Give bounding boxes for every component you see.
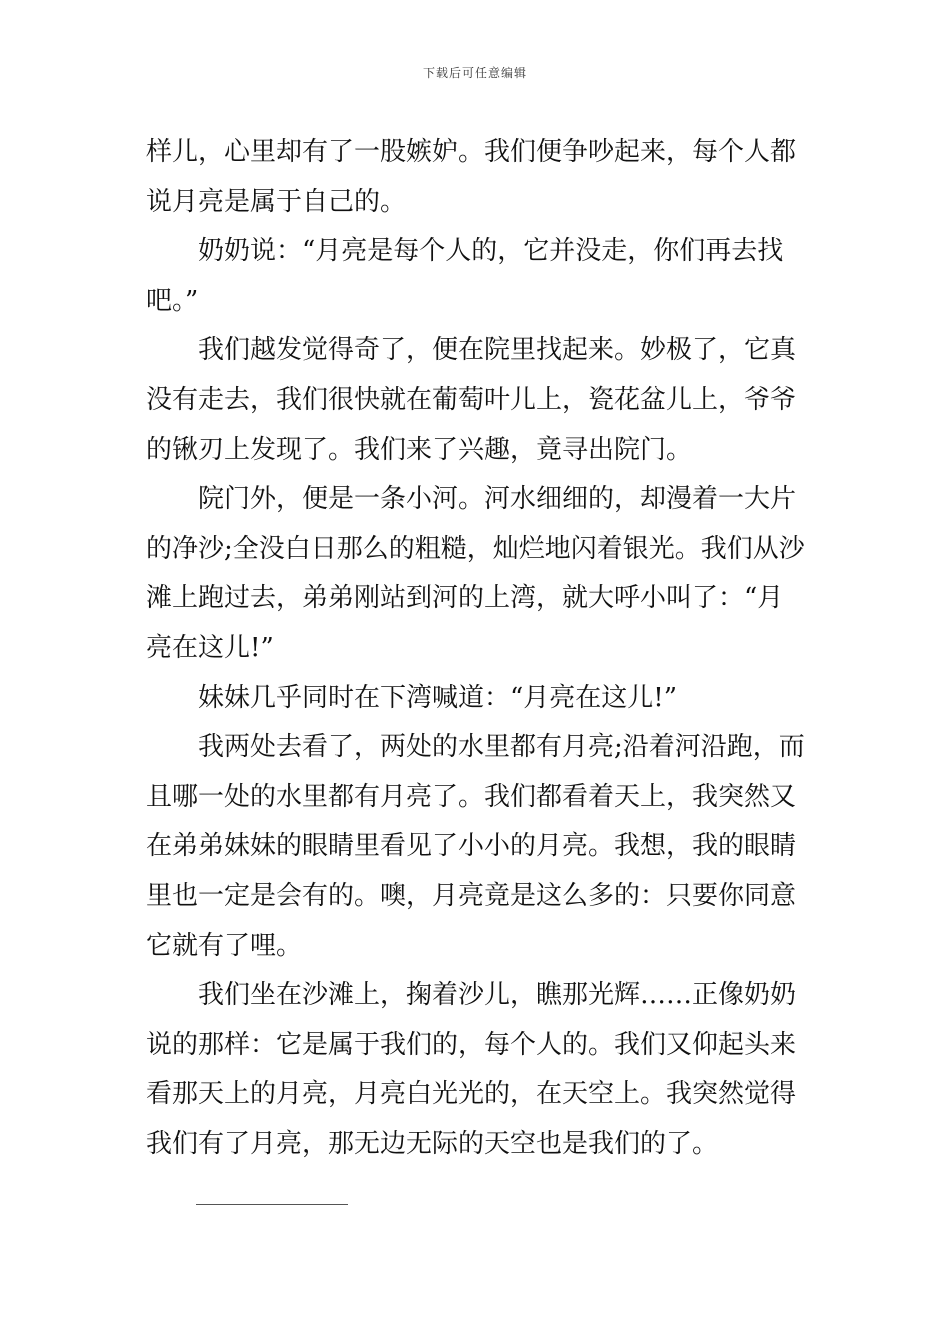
text-line: 说的那样：它是属于我们的，每个人的。我们又仰起头来 xyxy=(146,1029,797,1060)
body-text xyxy=(146,128,808,1169)
text-line: 没有走去，我们很快就在葡萄叶儿上，瓷花盆儿上，爷爷 xyxy=(146,384,797,415)
text-line: 里也一定是会有的。噢，月亮竟是这么多的：只要你同意 xyxy=(146,880,797,911)
text-line: 它就有了哩。 xyxy=(146,930,303,961)
text-line: 看那天上的月亮，月亮白光光的，在天空上。我突然觉得 xyxy=(146,1079,797,1110)
page-header: 下载后可任意编辑 xyxy=(422,66,527,80)
text-line: 的锹刃上发现了。我们来了兴趣，竟寻出院门。 xyxy=(146,434,693,465)
footnote-separator xyxy=(196,1204,348,1205)
text-line: 院门外，便是一条小河。河水细细的，却漫着一大片 xyxy=(198,484,797,515)
text-line: 我们坐在沙滩上，掬着沙儿，瞧那光辉……正像奶奶 xyxy=(198,980,797,1011)
text-line: 奶奶说：“月亮是每个人的，它并没走，你们再去找 xyxy=(198,236,784,267)
text-line: 且哪一处的水里都有月亮了。我们都看着天上，我突然又 xyxy=(146,781,797,812)
text-line: 说月亮是属于自己的。 xyxy=(146,186,407,217)
text-line: 亮在这儿!” xyxy=(146,632,274,663)
text-line: 的净沙;全没白日那么的粗糙，灿烂地闪着银光。我们从沙 xyxy=(146,533,805,564)
text-line: 我们有了月亮，那无边无际的天空也是我们的了。 xyxy=(146,1128,719,1159)
text-line: 妹妹几乎同时在下湾喊道：“月亮在这儿!” xyxy=(198,682,678,713)
text-line: 样儿，心里却有了一股嫉妒。我们便争吵起来，每个人都 xyxy=(146,137,797,167)
text-line: 我们越发觉得奇了，便在院里找起来。妙极了，它真 xyxy=(198,335,797,366)
text-line: 我两处去看了，两处的水里都有月亮;沿着河沿跑，而 xyxy=(198,732,805,763)
text-line: 在弟弟妹妹的眼睛里看见了小小的月亮。我想，我的眼睛 xyxy=(146,831,797,862)
text-line: 吧。” xyxy=(146,285,199,316)
text-line: 滩上跑过去，弟弟刚站到河的上湾，就大呼小叫了：“月 xyxy=(146,583,784,614)
